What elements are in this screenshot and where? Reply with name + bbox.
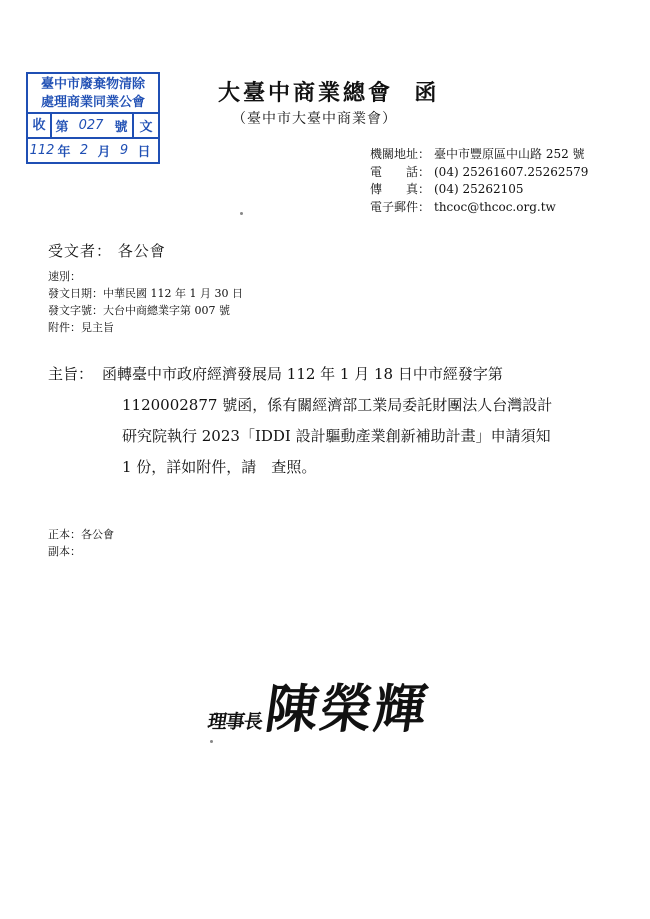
recipients [48, 526, 114, 560]
addressee-label: 受文者： [48, 242, 113, 260]
fax-value: (04) 25262105 [434, 182, 524, 196]
document-subtitle: （臺中市大臺中商業會） [232, 111, 397, 127]
speed-field: 速別： [48, 270, 81, 283]
stamp-month-label: 月 [97, 145, 111, 160]
subject-line: 1 份，詳如附件，請 查照。 [122, 458, 317, 476]
stamp-number: 027 [78, 118, 104, 133]
document-title: 大臺中商業總會 函 [218, 80, 440, 106]
stamp-year: 112 [29, 143, 55, 158]
subject-line: 研究院執行 2023「IDDI 設計驅動產業創新補助計畫」申請須知 [122, 427, 551, 445]
subject-body [102, 359, 608, 483]
document-meta [48, 268, 243, 336]
phone-label: 電 話： [370, 164, 431, 179]
stamp-number-label: 號 [114, 120, 128, 135]
stamp-ordinal-label: 第 [55, 120, 69, 135]
document-number: 發文字號：大台中商總業字第 007 號 [48, 304, 230, 317]
stamp-recv-label: 收 [28, 114, 52, 137]
subject-line: 函轉臺中市政府經濟發展局 112 年 1 月 18 日中市經發字第 [102, 365, 503, 383]
email-label: 電子郵件： [370, 199, 431, 214]
receipt-stamp [26, 72, 160, 164]
address-value: 臺中市豐原區中山路 252 號 [434, 147, 585, 161]
stamp-org-line1: 臺中市廢棄物清除 [40, 77, 145, 92]
stamp-date-row [28, 137, 158, 162]
scan-speck [240, 212, 243, 215]
subject-line: 1120002877 號函，係有關經濟部工業局委託財團法人台灣設計 [122, 396, 553, 414]
subject-label: 主旨： [48, 365, 94, 383]
signature-name: 陳榮輝 [261, 679, 433, 740]
stamp-month: 2 [79, 143, 89, 158]
signature-block [206, 679, 433, 740]
addressee-value: 各公會 [117, 242, 166, 260]
addressee [48, 240, 166, 261]
stamp-org-line2: 處理商業同業公會 [40, 95, 145, 110]
primary-recipients: 正本：各公會 [48, 528, 114, 541]
phone-value: (04) 25261607.25262579 [434, 164, 589, 179]
stamp-day-label: 日 [137, 145, 151, 160]
copy-recipients: 副本： [48, 545, 81, 558]
stamp-day: 9 [119, 143, 129, 158]
scan-speck [210, 740, 213, 743]
stamp-number-row [28, 112, 158, 137]
attachment-field: 附件：見主旨 [48, 321, 114, 334]
fax-label: 傳 真： [370, 182, 431, 196]
address-label: 機關地址： [370, 147, 431, 161]
stamp-doc-label: 文 [139, 120, 153, 135]
signature-title: 理事長 [206, 711, 264, 733]
issue-date: 發文日期：中華民國 112 年 1 月 30 日 [48, 287, 243, 300]
contact-info [370, 146, 588, 216]
email-value: thcoc@thcoc.org.tw [434, 199, 556, 214]
stamp-year-label: 年 [57, 145, 71, 160]
subject-section [48, 359, 608, 483]
